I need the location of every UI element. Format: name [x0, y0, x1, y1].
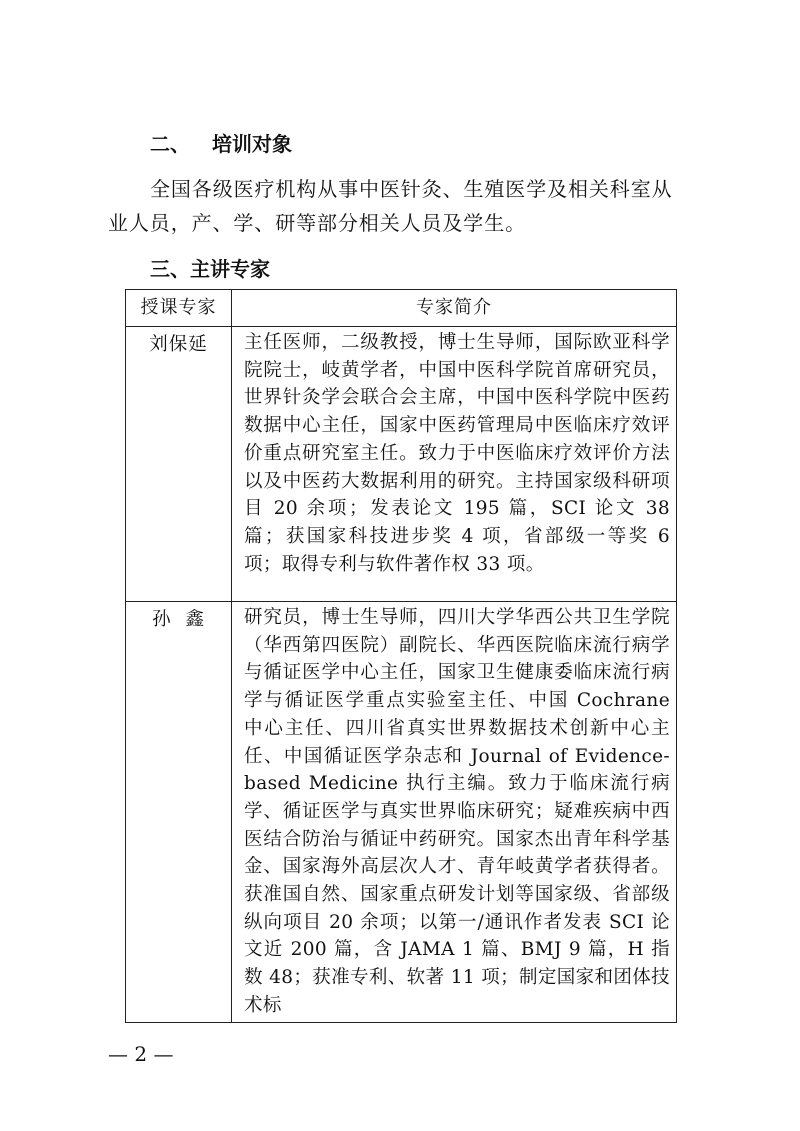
- section-heading-training-targets: [150, 130, 292, 158]
- section-title: 主讲专家: [190, 257, 270, 281]
- table-row: [126, 602, 677, 1023]
- table-row: [126, 327, 677, 602]
- section-number: 二、: [150, 132, 190, 156]
- expert-name: 刘保延: [126, 327, 232, 602]
- paragraph-line: 全国各级医疗机构从事中医针灸、生殖医学及相关科室从: [150, 177, 673, 201]
- section-heading-lecturers: [150, 255, 270, 283]
- table-header-row: [126, 290, 677, 327]
- column-header-lecturer: 授课专家: [126, 290, 232, 327]
- expert-bio: 主任医师，二级教授，博士生导师，国际欧亚科学院院士，岐黄学者，中国中医科学院首席研究员，世界针灸学会联合会主席，中国中医科学院中医药数据中心主任，国家中医药管理局中医临床疗效评价重点研究室主任。致力于中医临床疗效评价方法以及中医药大数据利用的研究。主持国家级科研项目 20 余项；发表论文 195 篇，SCI 论文 38 篇；获国家科技进步奖 4 项，省部级一等奖 6 项；取得专利与软件著作权 33 项。: [232, 327, 677, 602]
- column-header-bio: 专家简介: [232, 290, 677, 327]
- experts-table: [125, 289, 677, 1023]
- section-title: 培训对象: [212, 132, 292, 156]
- page-number: — 2 —: [108, 1042, 174, 1066]
- paragraph-line: 业人员，产、学、研等部分相关人员及学生。: [108, 211, 526, 235]
- expert-name: 孙 鑫: [126, 602, 232, 1023]
- section-number: 三、: [150, 257, 190, 281]
- expert-bio: 研究员，博士生导师，四川大学华西公共卫生学院（华西第四医院）副院长、华西医院临床流行病学与循证医学中心主任，国家卫生健康委临床流行病学与循证医学重点实验室主任、中国 Cochrane 中心主任、四川省真实世界数据技术创新中心主任、中国循证医学杂志和 Journal of Evidence-based Medicine 执行主编。致力于临床流行病学、循证医学与真实世界临床研究；疑难疾病中西医结合防治与循证中药研究。国家杰出青年科学基金、国家海外高层次人才、青年岐黄学者获得者。获准国自然、国家重点研发计划等国家级、省部级纵向项目 20 余项；以第一/通讯作者发表 SCI 论文近 200 篇，含 JAMA 1 篇、BMJ 9 篇，H 指数 48；获准专利、软著 11 项；制定国家和团体技术标: [232, 602, 677, 1023]
